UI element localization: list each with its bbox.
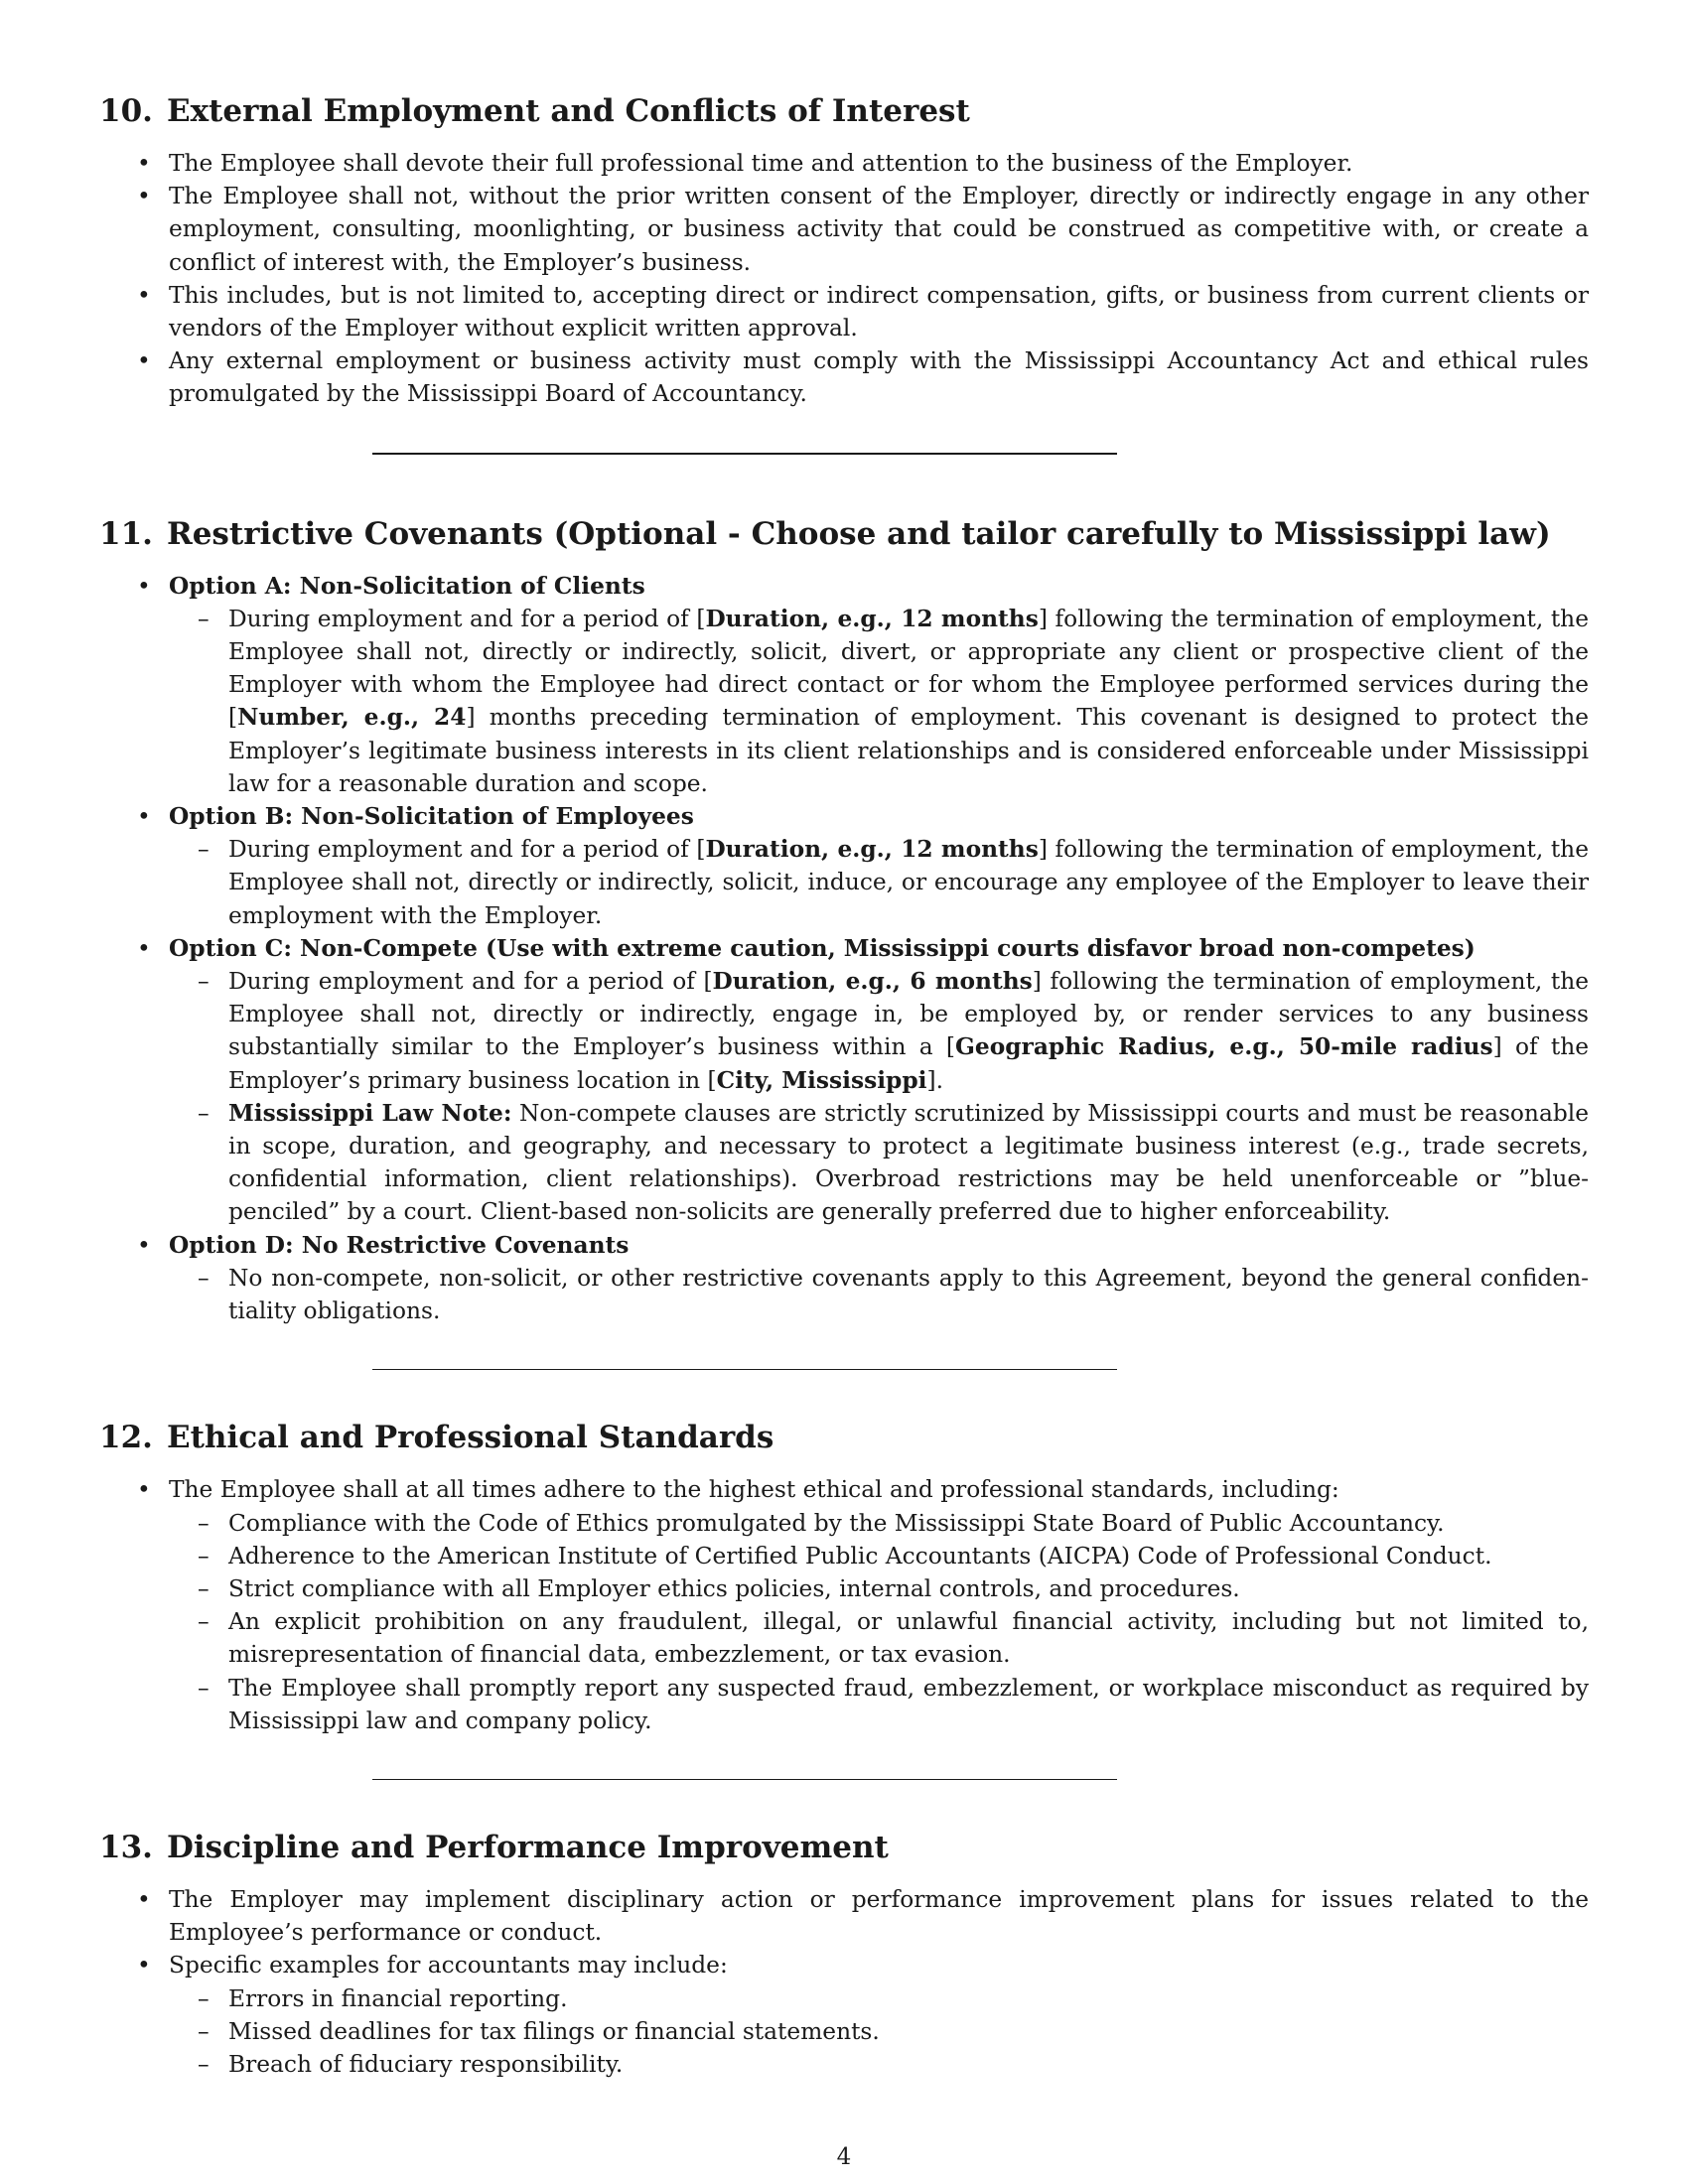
text-run: Errors in financial reporting. <box>228 1984 568 2012</box>
section-12 <box>99 1418 1589 1780</box>
list-item <box>99 180 1589 279</box>
list-item <box>99 147 1589 180</box>
section-heading <box>99 1418 1589 1457</box>
placeholder-field: Duration, e.g., 12 months <box>705 605 1039 632</box>
placeholder-field: Duration, e.g., 6 months <box>712 968 1033 996</box>
page-number: 4 <box>836 2144 852 2170</box>
sub-list <box>169 1507 1589 1737</box>
text-run: Adherence to the American Institute of Certified Public Accountants (AICPA) Code of Professional Conduct. <box>228 1542 1492 1570</box>
sub-item <box>169 1982 1589 2015</box>
option-heading: Option B: Non-Solicitation of Employees <box>169 803 694 831</box>
list-item <box>99 1473 1589 1737</box>
text-run: ] following the termination of employment, the Employee shall not, directly or indirectly, solicit, induce, or encourage any employee of the Employer to leave their employment with the Employer. <box>228 836 1589 929</box>
sub-item <box>169 833 1589 932</box>
text-run: During employment and for a period of [ <box>228 605 706 632</box>
bullet-icon: • <box>137 150 151 177</box>
section-13 <box>99 1828 1589 2081</box>
bullet-icon: • <box>137 347 151 375</box>
sub-item <box>169 1605 1589 1671</box>
bullet-icon: • <box>137 934 151 962</box>
placeholder-field: City, Mississippi <box>716 1066 927 1094</box>
list-item <box>99 279 1589 344</box>
section-title: Restrictive Covenants (Optional - Choose and tailor carefully to Mississippi law) <box>166 515 1551 552</box>
sub-list <box>169 965 1589 1229</box>
list-item-text: The Employee shall devote their full professional time and attention to the business of the Employer. <box>169 150 1353 177</box>
dash-icon: – <box>198 1674 210 1702</box>
sub-item <box>169 2015 1589 2048</box>
list-item-text: Specific examples for accountants may include: <box>169 1952 728 1979</box>
sub-item <box>169 965 1589 1097</box>
text-run: ] following the termination of employment, the Employee shall not, directly or indirectly, solicit, divert, or appropriate any client or prospective client of the Employer with whom the Employee had direct contact or for whom the Employee performed services during the [ <box>228 605 1589 732</box>
list-item-text: The Employer may implement disciplinary action or performance improvement plans for issues related to the Employee’s performance or conduct. <box>169 1885 1589 1947</box>
placeholder-field: Geographic Radius, e.g., 50-mile radius <box>955 1033 1493 1061</box>
text-run: Compliance with the Code of Ethics promulgated by the Mississippi State Board of Public Accountancy. <box>228 1509 1445 1537</box>
list-item-text: This includes, but is not limited to, accepting direct or indirect compensation, gifts, or business from current clients or vendors of the Employer without explicit written approval. <box>169 281 1589 342</box>
text-run: The Employee shall promptly report any suspected fraud, embezzlement, or workplace misconduct as required by Mississippi law and company policy. <box>228 1674 1589 1734</box>
text-run: During employment and for a period of [ <box>228 968 713 996</box>
dash-icon: – <box>198 968 210 996</box>
bullet-icon: • <box>137 1952 151 1979</box>
list-item <box>99 1883 1589 1949</box>
dash-icon: – <box>198 1509 210 1537</box>
list-item-text: The Employee shall at all times adhere to the highest ethical and professional standards, including: <box>169 1476 1339 1504</box>
option-heading: Option D: No Restrictive Covenants <box>169 1231 630 1259</box>
dash-icon: – <box>198 1542 210 1570</box>
bullet-list <box>99 1473 1589 1737</box>
section-11 <box>99 514 1589 1371</box>
text-run: An explicit prohibition on any fraudulent, illegal, or unlawful financial activity, including but not limited to, misrepresentation of financial data, embezzlement, or tax evasion. <box>228 1608 1589 1669</box>
list-item-text: The Employee shall not, without the prior written consent of the Employer, directly or indirectly engage in any other employment, consulting, moonlighting, or business activity that could be construed as competitive with, or create a conflict of interest with, the Employer’s business. <box>169 183 1589 276</box>
text-run: Missed deadlines for tax filings or financial statements. <box>228 2017 880 2045</box>
dash-icon: – <box>198 1608 210 1636</box>
text-run: ] of the Employer’s primary business location in [ <box>228 1033 1590 1094</box>
placeholder-field: Duration, e.g., 12 months <box>705 836 1039 864</box>
sub-list <box>169 1262 1589 1327</box>
dash-icon: – <box>198 1099 210 1127</box>
bullet-list <box>99 1883 1589 2081</box>
option-a <box>99 570 1589 800</box>
sub-item <box>169 603 1589 800</box>
bullet-list <box>99 147 1589 411</box>
section-divider <box>372 1779 1117 1780</box>
dash-icon: – <box>198 836 210 864</box>
document-page <box>99 91 1589 2081</box>
text-run: During employment and for a period of [ <box>228 836 706 864</box>
section-heading <box>99 514 1589 554</box>
section-number: 12. <box>99 1420 153 1456</box>
sub-item <box>169 1540 1589 1572</box>
section-title: Ethical and Professional Standards <box>166 1420 774 1456</box>
sub-list <box>169 833 1589 932</box>
sub-list <box>169 603 1589 800</box>
option-heading: Option C: Non-Compete (Use with extreme caution, Mississippi courts disfavor broad non-competes) <box>169 934 1476 962</box>
text-run: ] following the termination of employment, the Employee shall not, directly or indirectly, engage in, be employed by, or render services to any business substantially similar to the Employer’s business within a [ <box>228 968 1589 1061</box>
sub-list <box>169 1982 1589 2082</box>
text-run: No non-compete, non-solicit, or other restrictive covenants apply to this Agreement, beyond the general confidentiality obligations. <box>228 1264 1589 1325</box>
dash-icon: – <box>198 1984 210 2012</box>
section-divider <box>372 453 1117 455</box>
option-c <box>99 932 1589 1229</box>
bullet-icon: • <box>137 803 151 831</box>
option-d <box>99 1229 1589 1328</box>
section-divider <box>372 1369 1117 1370</box>
text-run: Breach of fiduciary responsibility. <box>228 2050 624 2078</box>
text-run: Strict compliance with all Employer ethics policies, internal controls, and procedures. <box>228 1574 1240 1602</box>
option-heading: Option A: Non-Solicitation of Clients <box>169 572 645 600</box>
section-number: 13. <box>99 1829 153 1865</box>
sub-item <box>169 2048 1589 2081</box>
dash-icon: – <box>198 2017 210 2045</box>
section-10 <box>99 91 1589 455</box>
bullet-icon: • <box>137 1231 151 1259</box>
bullet-icon: • <box>137 1476 151 1504</box>
dash-icon: – <box>198 605 210 632</box>
list-item <box>99 1949 1589 2081</box>
bullet-icon: • <box>137 183 151 210</box>
note-lead: Mississippi Law Note: <box>228 1099 512 1127</box>
option-b <box>99 800 1589 932</box>
text-run: ] months preceding termination of employment. This covenant is designed to protect the Employer’s legitimate business interests in its client relationships and is considered enforceable under Mississippi law for a reasonable duration and scope. <box>228 704 1589 797</box>
bullet-list <box>99 570 1589 1328</box>
dash-icon: – <box>198 1574 210 1602</box>
section-number: 11. <box>99 515 153 552</box>
section-heading <box>99 91 1589 131</box>
sub-item <box>169 1672 1589 1737</box>
text-run: ]. <box>926 1066 943 1094</box>
dash-icon: – <box>198 2050 210 2078</box>
dash-icon: – <box>198 1264 210 1292</box>
placeholder-field: Number, e.g., 24 <box>237 704 467 732</box>
section-number: 10. <box>99 93 153 129</box>
section-heading <box>99 1828 1589 1867</box>
section-title: External Employment and Conflicts of Interest <box>166 93 970 129</box>
bullet-icon: • <box>137 1885 151 1913</box>
sub-item <box>169 1507 1589 1540</box>
bullet-icon: • <box>137 281 151 309</box>
section-title: Discipline and Performance Improvement <box>166 1829 889 1865</box>
sub-item <box>169 1572 1589 1605</box>
bullet-icon: • <box>137 572 151 600</box>
list-item-text: Any external employment or business activity must comply with the Mississippi Accountancy Act and ethical rules promulgated by the Mississippi Board of Accountancy. <box>169 347 1589 408</box>
sub-item <box>169 1262 1589 1327</box>
list-item <box>99 344 1589 410</box>
text-run: Non-compete clauses are strictly scrutinized by Mississippi courts and must be reasonable in scope, duration, and geography, and necessary to protect a legitimate business interest (e.g., trade secrets, confidential information, client relationships). Overbroad restrictions may be held unenforceable or ”blue-penciled” by a court. Client-based non-solicits are generally preferred due to higher enforceability. <box>228 1099 1589 1226</box>
sub-item <box>169 1097 1589 1229</box>
